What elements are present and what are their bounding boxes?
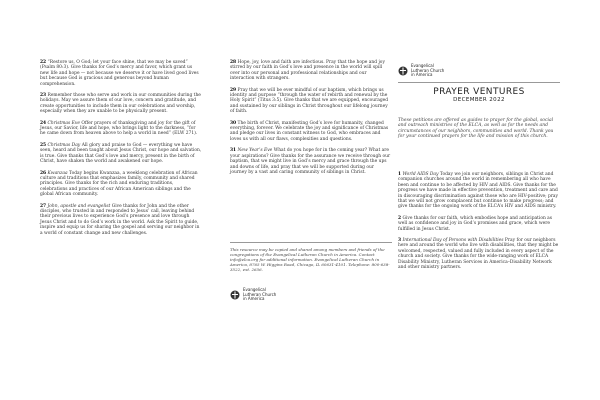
- prayer-entry: [230, 88, 392, 115]
- prayer-entry: [40, 93, 202, 115]
- elca-logo-text: [411, 64, 444, 78]
- prayer-entry: [398, 216, 560, 232]
- elca-cross-icon: [230, 290, 240, 300]
- entry-number: 23: [40, 93, 47, 99]
- elca-logo-text: [243, 288, 276, 302]
- entry-number: 26: [40, 170, 47, 176]
- prayer-entry: [230, 148, 392, 175]
- entry-number: 31: [230, 148, 237, 154]
- prayer-entry: [40, 60, 202, 87]
- column-3: [398, 172, 560, 277]
- elca-logo-bottom: [230, 288, 276, 302]
- entry-observance: New Year’s Eve: [237, 148, 273, 154]
- logo-line-3: in America: [243, 296, 265, 302]
- prayer-entry: [398, 172, 560, 210]
- copyright-notice: This resource may be copied and shared among members and friends of the congregations of the Evangelical Lutheran Church in America. Contact info@elca.org for additional information. Evangelical Lutheran Church in America, 8765 W. Higgins Road, Chicago, IL 60631-4101. Telephone: 800-638-3522, ext. 2656.: [230, 247, 390, 272]
- prayer-entry: [398, 238, 560, 270]
- entry-text: Pray for our neighbors here and around the world who live with disabilities, that they might be welcomed, respected, valued and fully included in every aspect of the church and society. Give thanks for the wide-ranging work of ELCA Disability Ministry, Lutheran Services in America–Disability Network and other ministry partners.: [398, 238, 559, 271]
- prayer-entry: [40, 121, 202, 137]
- entry-number: 1: [398, 172, 402, 177]
- entry-observance: World AIDS Day: [402, 172, 439, 177]
- entry-number: 3: [398, 238, 402, 244]
- entry-text: Give thanks for our faith, which embodies hope and anticipation as well as confidence and joy in God’s promises and grace, which were fulfilled in Jesus Christ.: [398, 215, 553, 232]
- entry-text: Today begins Kwanzaa, a weeklong celebration of African culture and traditions that emphasizes family, community and shared principles. Give thanks for the rich and enduring traditions, celebrations and practices of our African American siblings and the global African community.: [40, 170, 198, 198]
- entry-number: 29: [230, 87, 237, 93]
- entry-observance: Kwanzaa: [47, 170, 68, 176]
- entry-text: Give thanks for John and the other disciples, who trusted in and responded to Jesus’ call, leaving behind their previous lives to experience God’s presence and love through Jesus Christ and to do God’s work in the world. Ask the Spirit to guide, inspire and equip us for sharing the gospel and serving our neighbor in a world of constant change and new challenges.: [40, 203, 200, 236]
- logo-line-2: Lutheran Church: [411, 67, 445, 73]
- entry-number: 28: [230, 60, 237, 65]
- column-2: [230, 60, 392, 181]
- logo-line-3: in America: [411, 72, 433, 78]
- entry-text: Today we join our neighbors, siblings in Christ and companion churches around the world in remembering all who have been and continue to be affected by HIV and AIDS. Give thanks for the progress we have made in effective prevention, treatment and care and in discouraging discrimination against those who are HIV-positive; pray that we will not grow complacent but continue to make progress; and give thanks for the ongoing work of the ELCA’s HIV and AIDS ministry.: [398, 172, 559, 210]
- entry-text: The birth of Christ, manifesting God’s love for humanity, changed everything, forever. We celebrate the joy and significance of Christmas and pledge our lives in constant witness to God, who embraces and loves us with all our flaws, complexities and questions.: [230, 120, 389, 142]
- prayer-entry: [40, 171, 202, 198]
- entry-observance: Christmas Day: [47, 142, 81, 148]
- logo-line-1: Evangelical: [411, 63, 434, 68]
- entry-number: 30: [230, 120, 237, 126]
- logo-line-2: Lutheran Church: [243, 291, 277, 297]
- entry-text: Hope, joy, love and faith are infectious. Pray that the hope and joy stirred by our faith in God’s love and presence in the world will spill over into our personal and professional relationships and our interaction with strangers.: [230, 60, 385, 82]
- elca-logo-top: [398, 64, 444, 78]
- intro-paragraph: These petitions are offered as guides to prayer for the global, social and outreach ministries of the ELCA, as well as for the needs and circumstances of our neighbors, communities and world. Thank you for your continued prayers for the life and mission of this church.: [398, 118, 554, 140]
- entry-text: Remember those who serve and work in our communities during the holidays. May we assure them of our love, concern and gratitude, and create opportunities to include them in our celebrations and worship, especially when they are unable to be physically present.: [40, 93, 201, 115]
- entry-text: Pray that we will be ever mindful of our baptism, which brings us identity and purpose “through the water of rebirth and renewal by the Holy Spirit” (Titus 3:5). Give thanks that we are equipped, encouraged and sustained by our siblings in Christ throughout our lifelong journey of faith.: [230, 87, 389, 115]
- entry-text: Offer prayers of thanksgiving and joy for the gift of Jesus, our Savior, life and hope, who brings light to the darkness, “for he came down from heaven above to help a world in need” (ELW 271).: [40, 120, 198, 137]
- prayer-entry: [40, 204, 202, 236]
- prayer-entry: [230, 60, 392, 82]
- page-subtitle: DECEMBER 2022: [453, 97, 505, 103]
- entry-text: All glory and praise to God — everything we have seen, heard and been taught about Jesus Christ, our hope and salvation, is true. Give thanks that God’s love and mercy, present in the birth of Christ, have shaken the world and awakened our hope.: [40, 142, 202, 165]
- elca-cross-icon: [398, 66, 408, 76]
- logo-line-1: Evangelical: [243, 287, 266, 292]
- page-title: PRAYER VENTURES: [433, 87, 525, 97]
- entry-text: What do you hope for in the coming year? What are your aspirations? Give thanks for the assurance we receive through our baptism, that we might live in God’s mercy and grace through the ups and downs of life, and pray that we will be supported during our journey by a vast and caring community of siblings in Christ.: [230, 148, 391, 175]
- entry-number: 2: [398, 215, 402, 221]
- notice-divider: [230, 242, 392, 243]
- prayer-entry: [230, 121, 392, 143]
- entry-observance: Christmas Eve: [47, 120, 80, 126]
- entry-observance: John, apostle and evangelist: [47, 203, 111, 209]
- prayer-entry: [40, 143, 202, 165]
- title-divider: [398, 82, 560, 83]
- entry-observance: International Day of Persons with Disabilities: [402, 238, 504, 244]
- entry-number: 27: [40, 203, 47, 209]
- entry-text: “Restore us, O God; let your face shine, that we may be saved” (Psalm 80:3). Give thanks for God’s mercy and favor, which grant us new life and hope — not because we deserve it or have lived good lives but because God is gracious and generous beyond human comprehension.: [40, 60, 199, 87]
- column-1: [40, 60, 202, 242]
- entry-number: 24: [40, 120, 47, 126]
- entry-number: 25: [40, 142, 47, 148]
- entry-number: 22: [40, 60, 47, 65]
